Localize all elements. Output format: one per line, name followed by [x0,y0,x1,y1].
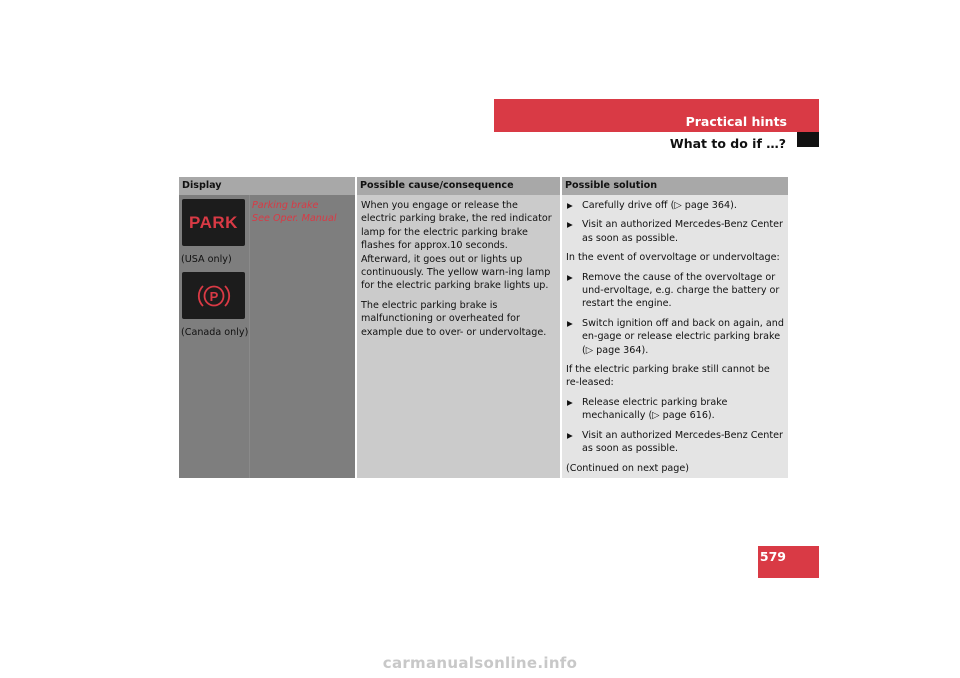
parking-brake-indicator-icon [182,272,245,319]
park-indicator-icon: PARK [182,199,245,246]
header-solution: Possible solution [562,177,788,195]
cause-paragraph: When you engage or release the electric parking brake, the red indicator lamp for the electric parking brake flashes for approx.10 seconds. Afterward, it goes out or lights up continuously. The yellow warn-ing lamp for the electric parking brake lights up. [361,200,552,292]
cause-paragraph: The electric parking brake is malfunctioning or overheated for example due to over- or undervoltage. [361,299,547,338]
solution-step: ▶ Remove the cause of the overvoltage or und-ervoltage, e.g. charge the battery or restart the engine. [566,271,784,311]
header-cause: Possible cause/consequence [357,177,560,195]
solution-column [562,195,788,478]
page-number: 579 [759,549,786,564]
svg-text:P: P [209,288,218,304]
solution-step: ▶ Carefully drive off (▷ page 364). [566,199,784,212]
solution-step: ▶ Visit an authorized Mercedes-Benz Center as soon as possible. [566,218,784,245]
header-marker [797,132,819,147]
solution-step: ▶ Release electric parking brake mechanically (▷ page 616). [566,396,784,423]
section-title: Practical hints [685,114,787,129]
troubleshooting-table [179,177,788,478]
parking-brake-symbol-icon [197,281,231,311]
canada-only-note: (Canada only) [181,327,249,338]
solution-step: ▶ Visit an authorized Mercedes-Benz Center as soon as possible. [566,429,784,456]
display-column [179,195,355,478]
continued-note: (Continued on next page) [566,462,690,474]
solution-condition: In the event of overvoltage or undervoltage: [566,252,780,264]
usa-only-note: (USA only) [181,254,232,265]
column-divider [249,195,250,478]
display-message: Parking brake See Oper. Manual [252,200,337,225]
header-display: Display [179,177,355,195]
watermark: carmanualsonline.info [382,654,578,672]
solution-step: ▶ Switch ignition off and back on again, and en-gage or release electric parking brake (▷ page 364). [566,317,784,357]
solution-condition: If the electric parking brake still cannot be re-leased: [566,364,770,389]
cause-column [357,195,560,478]
subsection-title: What to do if …? [669,136,786,151]
